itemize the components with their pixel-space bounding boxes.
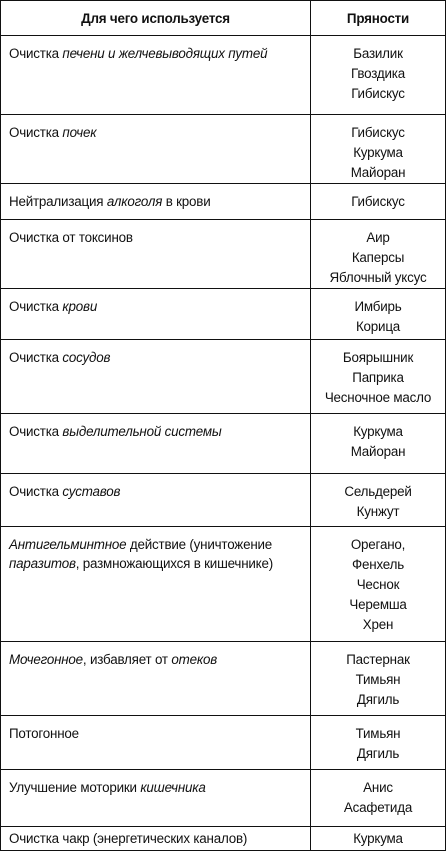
spice-item: Каперсы (351, 250, 405, 265)
spices-cell (311, 340, 446, 414)
table-row (1, 827, 446, 851)
use-text-italic: суставов (62, 484, 121, 499)
use-cell (1, 184, 311, 220)
use-text: Очистка (9, 350, 63, 365)
spice-item: Гибискус (351, 86, 405, 101)
table-row (1, 115, 446, 184)
spice-item: Фенхель (352, 557, 404, 572)
table-row (1, 527, 446, 642)
use-text: Очистка (9, 484, 63, 499)
use-text: Очистка (9, 125, 63, 140)
spice-item: Дягиль (356, 746, 400, 761)
spice-item: Чесночное масло (324, 390, 432, 405)
spices-cell (311, 115, 446, 184)
table-row (1, 770, 446, 827)
spice-item: Куркума (353, 831, 403, 846)
spice-item: Базилик (353, 46, 403, 61)
spice-item: Корица (355, 319, 401, 334)
use-text: Потогонное (9, 726, 79, 741)
use-cell (1, 414, 311, 474)
spice-item: Гибискус (351, 194, 405, 209)
use-cell (1, 527, 311, 642)
spice-item: Яблочный уксус (329, 270, 427, 285)
header-use: Для чего используется (1, 1, 311, 36)
use-cell (1, 340, 311, 414)
spice-item: Боярышник (342, 350, 414, 365)
spices-cell (311, 770, 446, 827)
use-cell (1, 770, 311, 827)
table-row (1, 184, 446, 220)
use-text: действие (уничтожение (126, 537, 273, 552)
table-row (1, 340, 446, 414)
spices-cell (311, 184, 446, 220)
spice-item: Сельдерей (344, 484, 412, 499)
spices-cell (311, 827, 446, 851)
use-text: , избавляет от (82, 652, 172, 667)
use-cell (1, 716, 311, 770)
table-row (1, 642, 446, 716)
use-text: Очистка (9, 46, 63, 61)
spices-cell (311, 36, 446, 115)
spice-item: Хрен (362, 617, 394, 632)
spice-item: Имбирь (354, 299, 402, 314)
use-text: Очистка (9, 424, 63, 439)
use-text-italic: Мочегонное (9, 652, 83, 667)
use-text: Очистка чакр (энергетических каналов) (9, 831, 248, 846)
spice-item: Чеснок (356, 577, 400, 592)
table-row (1, 220, 446, 289)
use-text: Очистка от токсинов (9, 230, 133, 245)
header-spices: Пряности (311, 1, 446, 36)
use-cell (1, 115, 311, 184)
use-text-italic: сосудов (62, 350, 111, 365)
use-text: , размножающихся в кишечнике) (75, 556, 273, 571)
spice-item: Тимьян (355, 672, 401, 687)
spices-cell (311, 220, 446, 289)
table-row (1, 36, 446, 115)
spice-item: Куркума (353, 424, 403, 439)
table-row (1, 474, 446, 527)
table-row (1, 716, 446, 770)
spice-item: Кунжут (356, 504, 400, 519)
use-text-italic: алкоголя (106, 194, 163, 209)
spice-item: Гибискус (351, 125, 405, 140)
spice-item: Асафетида (343, 800, 413, 815)
spice-item: Паприка (352, 370, 404, 385)
use-text-italic: выделительной системы (62, 424, 222, 439)
spices-cell (311, 642, 446, 716)
spice-item: Анис (363, 780, 393, 795)
spice-item: Дягиль (356, 692, 400, 707)
spices-cell (311, 414, 446, 474)
spices-cell (311, 527, 446, 642)
spice-item: Гвоздика (351, 66, 405, 81)
spice-item: Пастернак (346, 652, 410, 667)
use-cell (1, 289, 311, 340)
use-text: Улучшение моторики (9, 780, 141, 795)
use-text: Нейтрализация (9, 194, 107, 209)
use-text-italic: паразитов (9, 556, 76, 571)
use-cell (1, 474, 311, 527)
use-text-italic: крови (62, 299, 98, 314)
spice-item: Тимьян (355, 726, 401, 741)
table-row (1, 289, 446, 340)
spice-item: Майоран (350, 444, 406, 459)
spice-item: Черемша (349, 597, 407, 612)
use-cell (1, 36, 311, 115)
use-text-italic: печени и желчевыводящих путей (62, 46, 268, 61)
spice-item: Куркума (353, 145, 403, 160)
spices-cell (311, 716, 446, 770)
table-header-row (1, 1, 446, 36)
use-text: Очистка (9, 299, 63, 314)
spice-item: Майоран (350, 165, 406, 180)
use-cell (1, 827, 311, 851)
table-row (1, 414, 446, 474)
spice-item: Аир (366, 230, 390, 245)
spices-cell (311, 289, 446, 340)
use-text-italic: кишечника (140, 780, 206, 795)
use-text-italic: Антигельминтное (9, 537, 127, 552)
use-cell (1, 220, 311, 289)
use-text: в крови (162, 194, 211, 209)
table-body (1, 36, 446, 851)
use-text-italic: отеков (171, 652, 217, 667)
use-cell (1, 642, 311, 716)
spices-cell (311, 474, 446, 527)
use-text-italic: почек (62, 125, 97, 140)
spice-item: Орегано, (350, 537, 406, 552)
